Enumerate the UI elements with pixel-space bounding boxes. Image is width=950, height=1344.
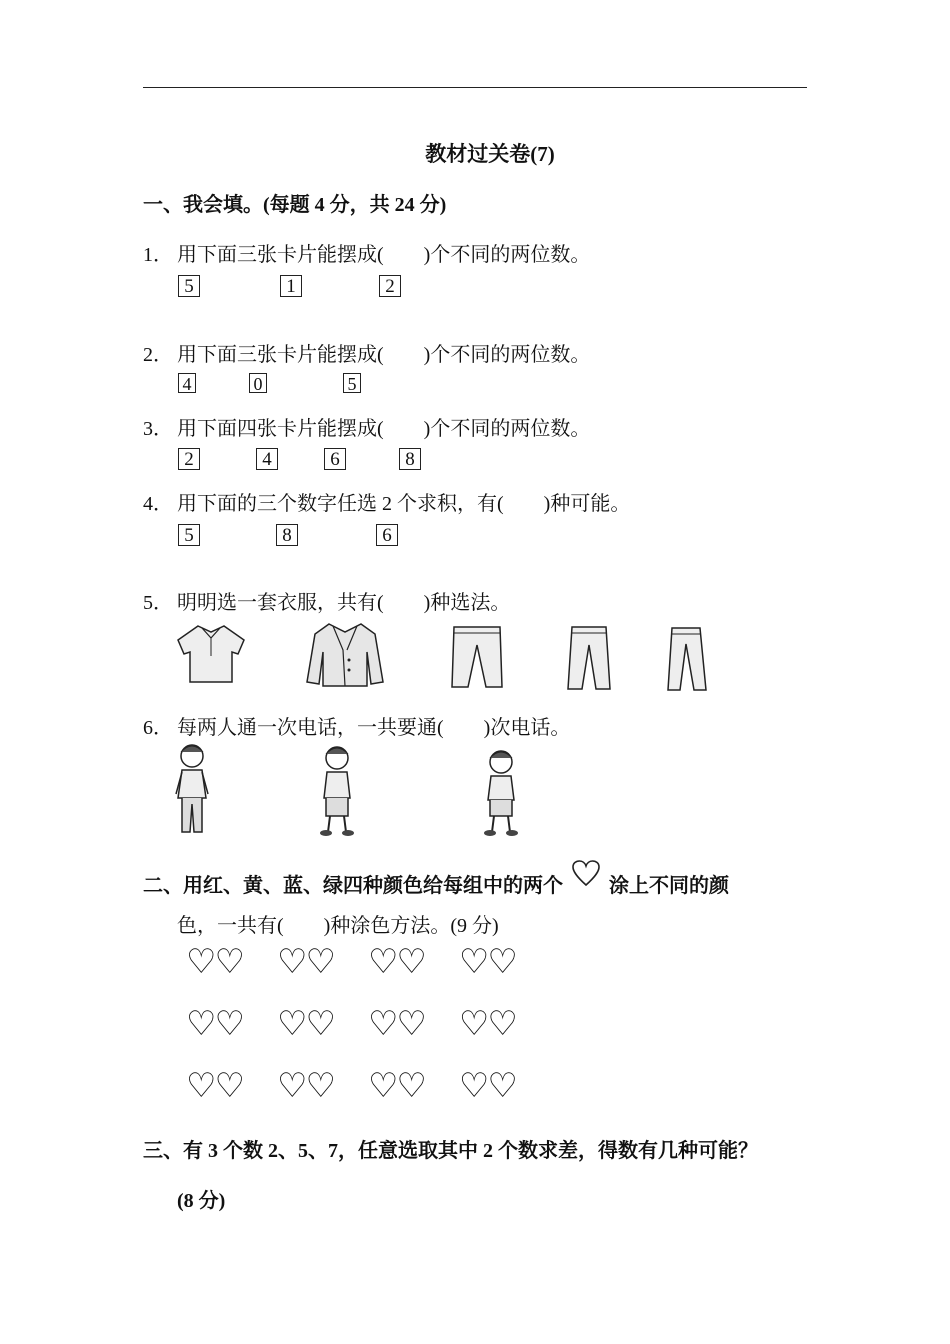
heart-pair: ♡♡: [458, 1006, 516, 1043]
child-illustration: [478, 748, 524, 838]
question-6-number: 6．: [143, 717, 173, 739]
question-1: [143, 238, 590, 267]
question-1-text: 用下面三张卡片能摆成( )个不同的两位数。: [177, 244, 591, 266]
heart-pair: ♡♡: [276, 1068, 334, 1105]
shirt-illustration: [176, 622, 246, 686]
question-5-number: 5．: [143, 592, 173, 614]
number-card: 0: [249, 373, 267, 393]
pants-illustration: [666, 626, 708, 692]
number-card: 4: [178, 373, 196, 393]
question-3-text: 用下面四张卡片能摆成( )个不同的两位数。: [177, 418, 591, 440]
heart-pair: ♡♡: [367, 1006, 425, 1043]
question-4-number: 4．: [143, 493, 173, 515]
heart-pair: ♡♡: [458, 944, 516, 981]
question-5-text: 明明选一套衣服，共有( )种选法。: [177, 592, 511, 614]
section2-heading-part1: 二、用红、黄、蓝、绿四种颜色给每组中的两个: [143, 875, 563, 897]
heart-pair: ♡♡: [367, 1068, 425, 1105]
number-card: 2: [379, 275, 401, 297]
top-rule: [143, 87, 807, 88]
heart-pair: ♡♡: [186, 1006, 243, 1043]
jacket-illustration: [305, 620, 385, 690]
heart-pair: ♡♡: [276, 944, 334, 981]
question-6: [143, 711, 570, 740]
pants-illustration: [566, 625, 612, 691]
question-4: [143, 487, 630, 516]
question-2: [143, 338, 590, 367]
heart-row: [186, 942, 550, 982]
heart-pair: ♡♡: [367, 944, 425, 981]
question-2-number: 2．: [143, 344, 173, 366]
number-card: 4: [256, 448, 278, 470]
number-card: 2: [178, 448, 200, 470]
number-card: 8: [399, 448, 421, 470]
heart-row: [186, 1066, 550, 1106]
question-3: [143, 412, 590, 441]
number-card: 6: [324, 448, 346, 470]
child-illustration: [314, 744, 360, 838]
section1-heading: 一、我会填。(每题 4 分，共 24 分): [143, 194, 447, 216]
number-card: 5: [343, 373, 361, 393]
page-title: 教材过关卷(7): [425, 142, 555, 166]
number-card: 5: [178, 524, 200, 546]
question-4-text: 用下面的三个数字任选 2 个求积，有( )种可能。: [177, 493, 631, 515]
heart-row: [186, 1004, 550, 1044]
number-card: 5: [178, 275, 200, 297]
question-5: [143, 586, 510, 615]
heart-icon: [572, 860, 600, 888]
child-illustration: [172, 742, 216, 838]
heart-pair: ♡♡: [186, 1068, 243, 1105]
section3-score: (8 分): [177, 1190, 226, 1212]
question-6-text: 每两人通一次电话，一共要通( )次电话。: [177, 717, 571, 739]
number-card: 8: [276, 524, 298, 546]
pants-illustration: [450, 625, 504, 689]
heart-pair: ♡♡: [458, 1068, 516, 1105]
heart-pair: ♡♡: [186, 944, 243, 981]
question-1-number: 1．: [143, 244, 173, 266]
section2-heading-part2: 涂上不同的颜: [609, 875, 729, 897]
number-card: 6: [376, 524, 398, 546]
section3-heading: 三、有 3 个数 2、5、7，任意选取其中 2 个数求差，得数有几种可能？: [143, 1140, 758, 1162]
question-3-number: 3．: [143, 418, 173, 440]
section2-instruction: 色，一共有( )种涂色方法。(9 分): [177, 915, 499, 937]
number-card: 1: [280, 275, 302, 297]
question-2-text: 用下面三张卡片能摆成( )个不同的两位数。: [177, 344, 591, 366]
heart-pair: ♡♡: [276, 1006, 334, 1043]
section2-heading: [143, 860, 729, 898]
